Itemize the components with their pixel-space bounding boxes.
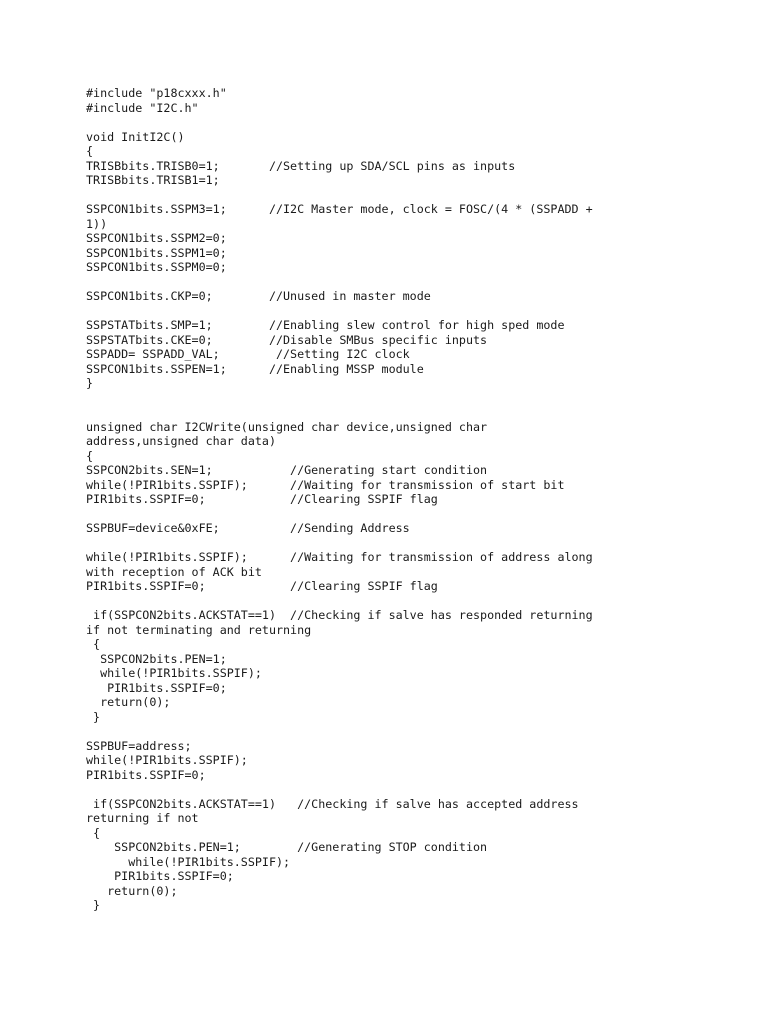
code-line: SSPCON1bits.SSPM0=0; [86,260,227,274]
code-line [86,724,686,739]
code-line: { [86,825,101,840]
code-line: PIR1bits.SSPIF=0; //Clearing SSPIF flag [86,579,438,593]
code-line [86,275,686,290]
code-line: while(!PIR1bits.SSPIF); [86,666,262,680]
code-line: #include "I2C.h" [86,100,199,115]
code-line: address,unsigned char data) [86,434,276,448]
code-line [86,188,686,203]
code-line: if(SSPCON2bits.ACKSTAT==1) //Checking if salve has accepted address [86,796,579,811]
code-line [86,391,686,406]
code-line: with reception of ACK bit [86,564,262,579]
code-line [86,405,686,420]
code-line: returning if not [86,811,199,825]
code-line: } [86,709,101,724]
code-line: 1)) [86,216,108,231]
code-line: if(SSPCON2bits.ACKSTAT==1) //Checking if salve has responded returning [86,608,593,622]
code-line [86,782,686,797]
code-line: SSPCON1bits.SSPEN=1; //Enabling MSSP module [86,361,424,376]
code-line: while(!PIR1bits.SSPIF); [86,753,248,767]
code-line: if not terminating and returning [86,622,312,637]
code-listing [86,86,686,913]
code-line [86,304,686,319]
code-line [86,115,686,130]
code-line: SSPSTATbits.SMP=1; //Enabling slew control for high sped mode [86,318,565,332]
code-line: SSPADD= SSPADD_VAL; //Setting I2C clock [86,347,410,361]
code-line: SSPSTATbits.CKE=0; //Disable SMBus specific inputs [86,332,488,347]
code-line: while(!PIR1bits.SSPIF); //Waiting for transmission of start bit [86,477,565,492]
code-line: SSPCON1bits.SSPM2=0; [86,231,227,245]
code-line [86,507,686,522]
code-line: SSPCON2bits.PEN=1; [86,651,227,666]
code-line: SSPCON1bits.SSPM1=0; [86,245,227,260]
code-line: PIR1bits.SSPIF=0; //Clearing SSPIF flag [86,492,438,506]
code-line: SSPCON2bits.PEN=1; //Generating STOP condition [86,840,488,854]
code-line: #include "p18cxxx.h" [86,86,227,100]
code-line: { [86,144,94,158]
code-line: PIR1bits.SSPIF=0; [86,767,206,782]
code-line: return(0); [86,883,178,898]
code-line [86,536,686,551]
code-line [86,594,686,609]
code-line: TRISBbits.TRISB1=1; [86,173,220,187]
code-line: PIR1bits.SSPIF=0; [86,869,234,883]
code-line: { [86,448,94,463]
code-line: TRISBbits.TRISB0=1; //Setting up SDA/SCL pins as inputs [86,158,516,173]
code-line: void InitI2C() [86,129,185,144]
code-line: SSPBUF=device&0xFE; //Sending Address [86,521,410,535]
code-line: return(0); [86,695,171,709]
code-line: SSPCON1bits.SSPM3=1; //I2C Master mode, clock = FOSC/(4 * (SSPADD + [86,202,593,216]
code-line: SSPBUF=address; [86,738,192,753]
code-line: while(!PIR1bits.SSPIF); [86,854,291,869]
code-line: } [86,898,101,912]
code-line: SSPCON2bits.SEN=1; //Generating start condition [86,463,488,477]
code-line: while(!PIR1bits.SSPIF); //Waiting for transmission of address along [86,550,593,564]
code-line: SSPCON1bits.CKP=0; //Unused in master mode [86,289,431,303]
code-line: PIR1bits.SSPIF=0; [86,680,227,695]
code-line: } [86,376,94,390]
code-line: { [86,637,101,651]
code-line: unsigned char I2CWrite(unsigned char device,unsigned char [86,419,488,434]
